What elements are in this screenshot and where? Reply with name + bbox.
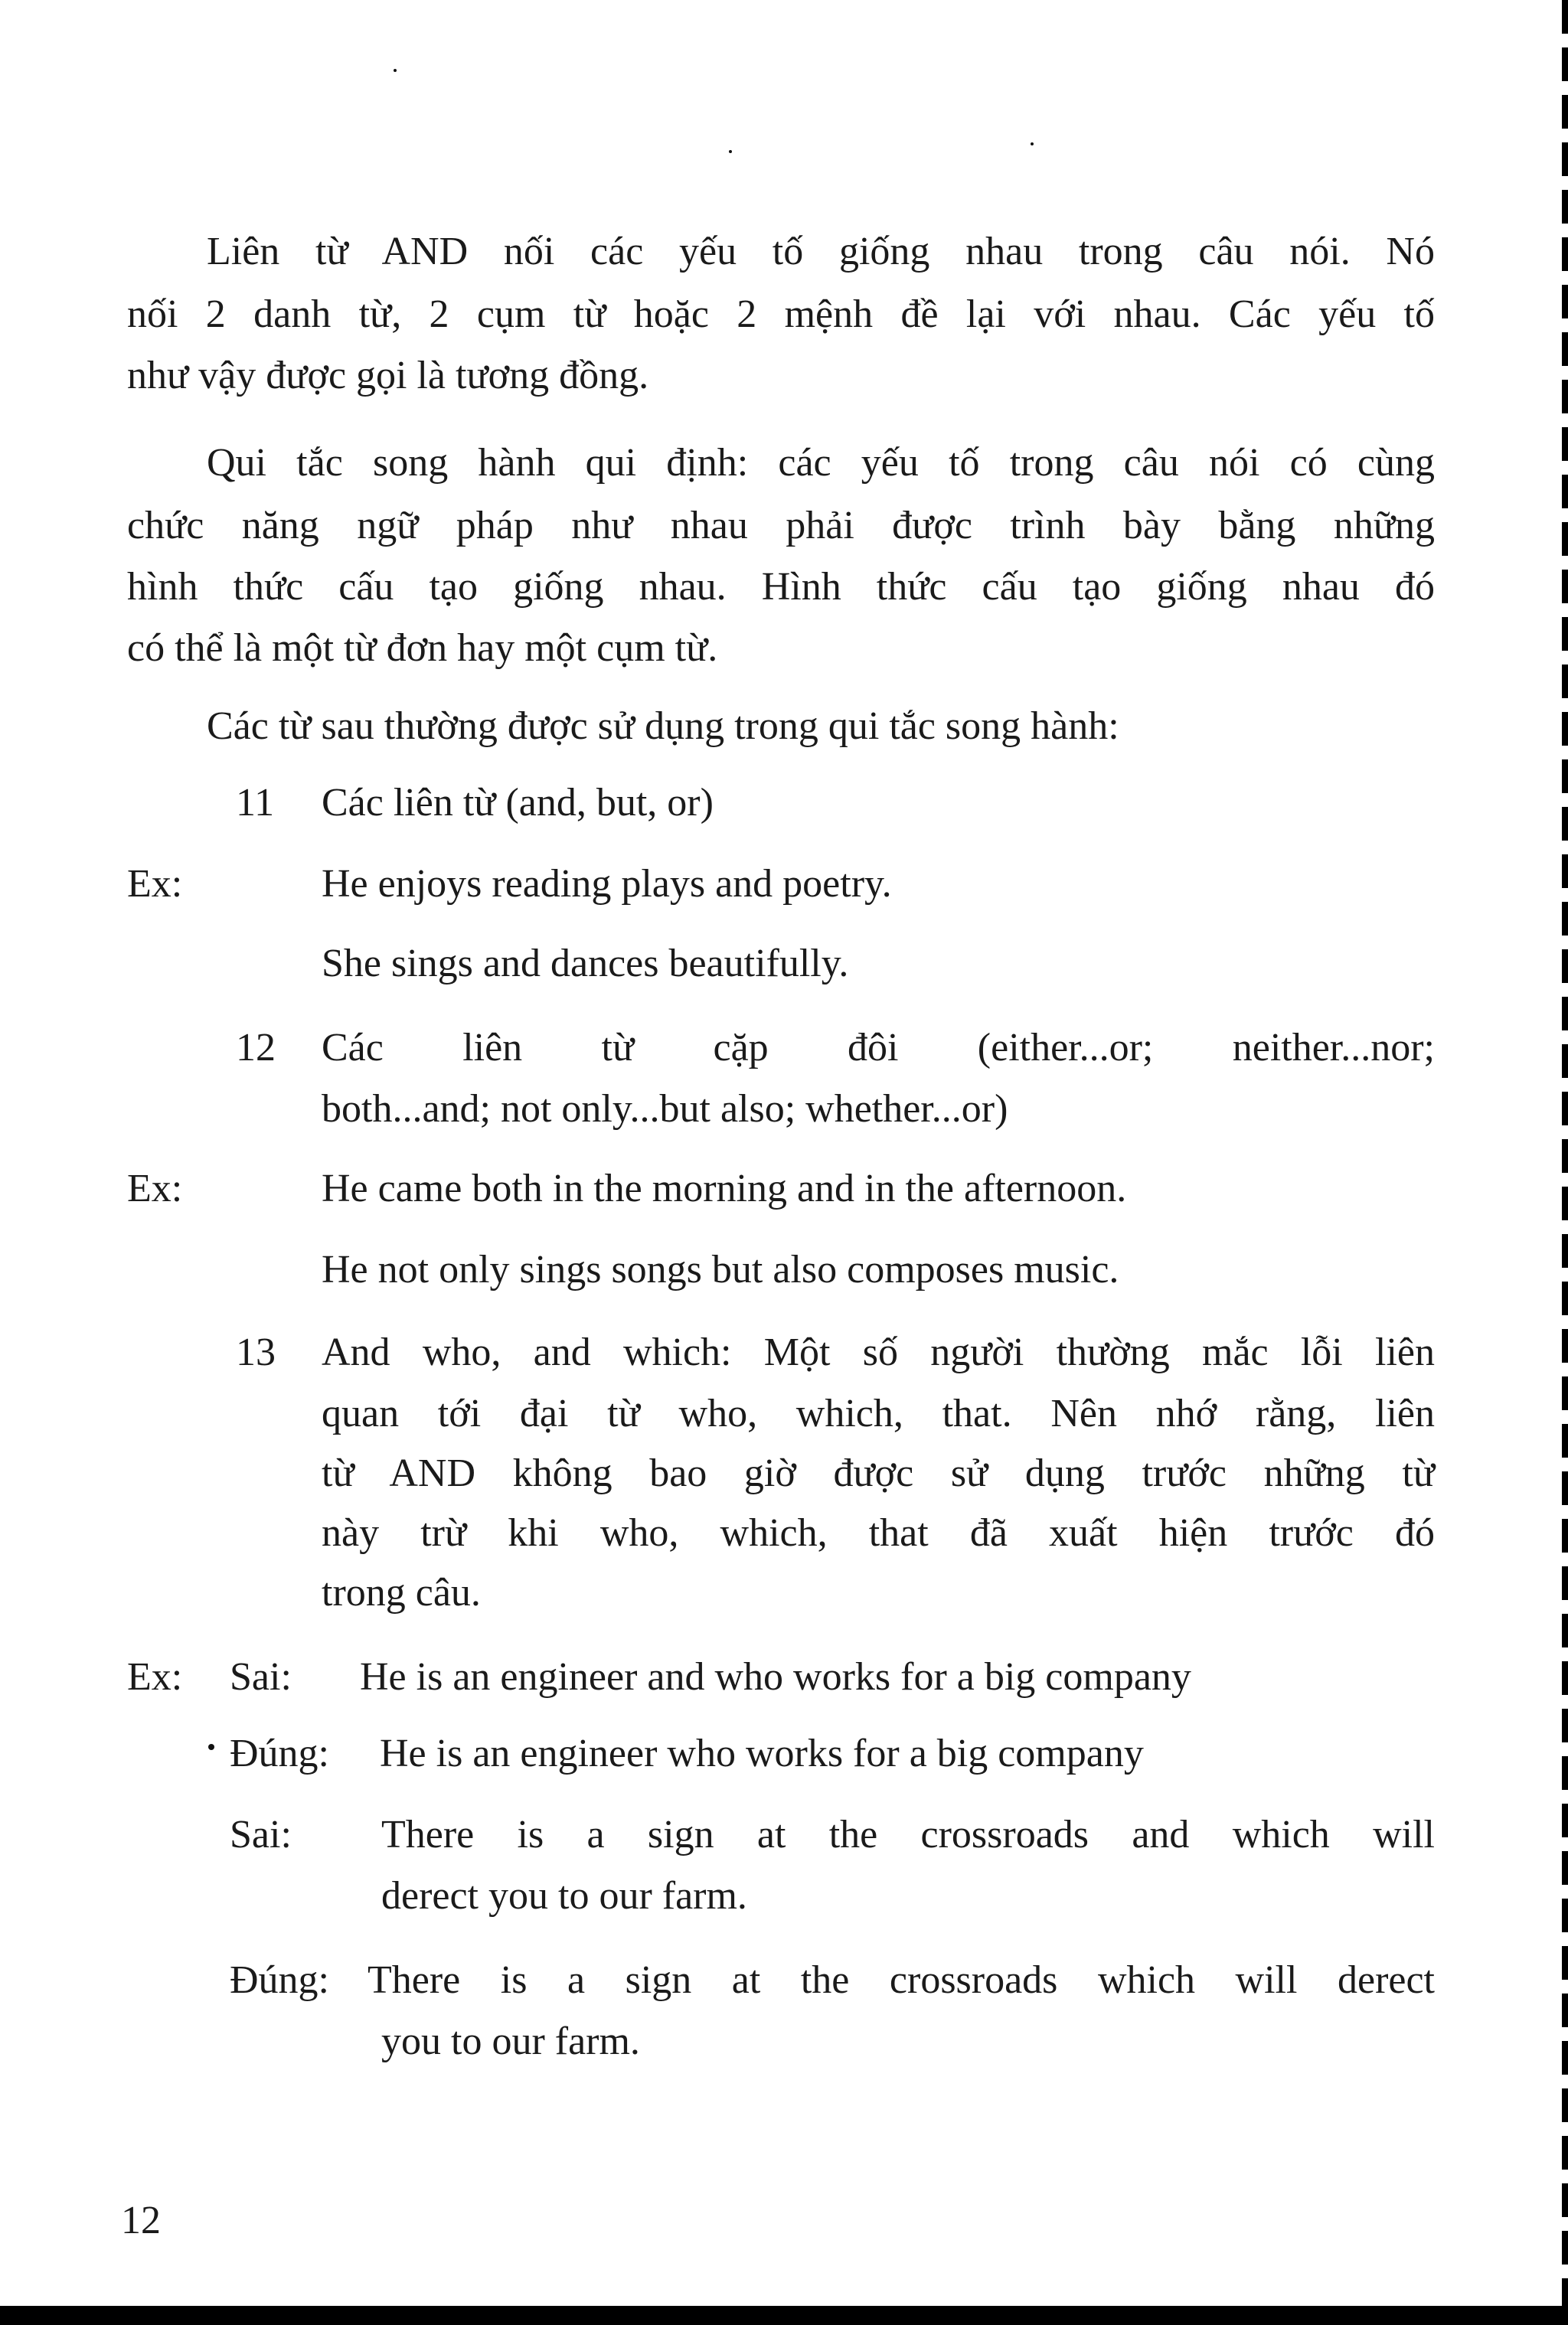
item-11-number: 11: [236, 781, 275, 825]
item-11-ex-label: Ex:: [127, 862, 183, 906]
item-12-number: 12: [236, 1026, 276, 1069]
wrong-example-1: He is an engineer and who works for a big company: [360, 1655, 1191, 1699]
page-number: 12: [121, 2199, 161, 2242]
item-13-number: 13: [236, 1331, 276, 1374]
paragraph-2-line-3: hình thức cấu tạo giống nhau. Hình thức cấu tạo giống nhau đó: [127, 565, 1435, 609]
wrong-example-2-line-2: derect you to our farm.: [381, 1874, 747, 1918]
wrong-example-2-line-1: There is a sign at the crossroads and which will: [381, 1813, 1435, 1856]
right-example-2-line-2: you to our farm.: [381, 2020, 640, 2063]
wrong-label-1: Sai:: [230, 1655, 292, 1699]
right-label-1: Đúng:: [230, 1732, 329, 1775]
item-13-title-line-2: quan tới đại từ who, which, that. Nên nhớ rằng, liên: [322, 1392, 1435, 1435]
paragraph-2-line-2: chức năng ngữ pháp như nhau phải được trình bày bằng những: [127, 504, 1435, 547]
item-11-example-1: He enjoys reading plays and poetry.: [322, 862, 892, 906]
item-11-title: Các liên từ (and, but, or): [322, 781, 714, 825]
scan-speck: [208, 1744, 214, 1750]
scan-speck: [1031, 142, 1034, 145]
paragraph-2-line-4: có thể là một từ đơn hay một cụm từ.: [127, 626, 718, 670]
scan-speck: [394, 69, 397, 72]
paragraph-1-line-2: nối 2 danh từ, 2 cụm từ hoặc 2 mệnh đề lại với nhau. Các yếu tố: [127, 292, 1435, 336]
item-12-example-2: He not only sings songs but also composes music.: [322, 1248, 1119, 1291]
item-13-title-line-1: And who, and which: Một số người thường mắc lỗi liên: [322, 1331, 1435, 1374]
right-example-2-line-1: There is a sign at the crossroads which will derect: [368, 1958, 1435, 2002]
item-12-title-line-1: Các liên từ cặp đôi (either...or; neither...nor;: [322, 1026, 1435, 1069]
paragraph-1-line-1: Liên từ AND nối các yếu tố giống nhau trong câu nói. Nó: [207, 230, 1435, 273]
item-11-example-2: She sings and dances beautifully.: [322, 942, 849, 985]
right-label-2: Đúng:: [230, 1958, 329, 2002]
scan-speck: [729, 150, 732, 153]
paragraph-3: Các từ sau thường được sử dụng trong qui tắc song hành:: [207, 704, 1119, 748]
item-13-ex-label: Ex:: [127, 1655, 183, 1699]
item-12-example-1: He came both in the morning and in the afternoon.: [322, 1167, 1127, 1210]
paragraph-2-line-1: Qui tắc song hành qui định: các yếu tố trong câu nói có cùng: [207, 441, 1435, 485]
wrong-label-2: Sai:: [230, 1813, 292, 1856]
item-12-ex-label: Ex:: [127, 1167, 183, 1210]
right-example-1: He is an engineer who works for a big company: [380, 1732, 1144, 1775]
paragraph-1-line-3: như vậy được gọi là tương đồng.: [127, 354, 649, 397]
item-13-title-line-5: trong câu.: [322, 1571, 481, 1615]
item-12-title-line-2: both...and; not only...but also; whether...or): [322, 1087, 1008, 1131]
scan-bottom-bar: [0, 2306, 1568, 2325]
item-13-title-line-4: này trừ khi who, which, that đã xuất hiện trước đó: [322, 1511, 1435, 1555]
item-13-title-line-3: từ AND không bao giờ được sử dụng trước những từ: [322, 1451, 1435, 1495]
scan-edge-dashes: [1562, 0, 1568, 2306]
